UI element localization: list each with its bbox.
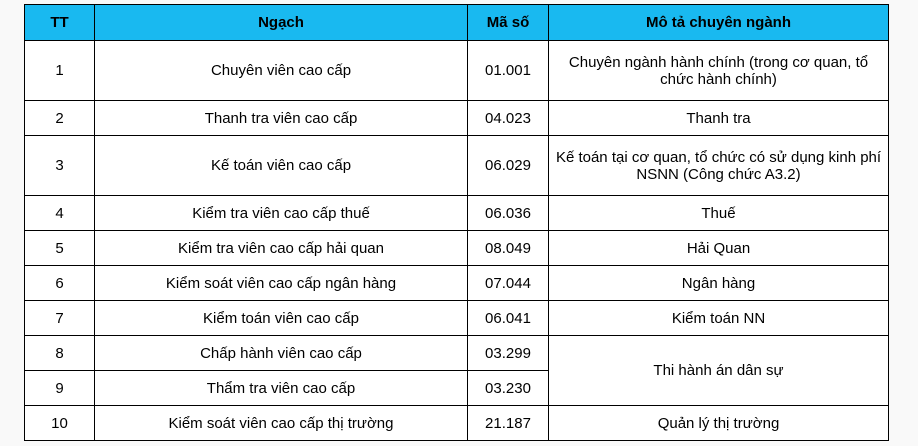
row-tt: 4 (25, 196, 95, 231)
row-mo-ta: Thi hành án dân sự (549, 336, 889, 406)
row-ma-so: 06.036 (468, 196, 549, 231)
row-tt: 10 (25, 406, 95, 441)
table-row (25, 266, 889, 301)
row-ma-so: 08.049 (468, 231, 549, 266)
row-tt: 1 (25, 41, 95, 101)
row-ngach: Kiểm soát viên cao cấp ngân hàng (95, 266, 468, 301)
row-ma-so: 06.029 (468, 136, 549, 196)
row-mo-ta: Chuyên ngành hành chính (trong cơ quan, tổ chức hành chính) (549, 41, 889, 101)
row-mo-ta: Kế toán tại cơ quan, tổ chức có sử dụng kinh phí NSNN (Công chức A3.2) (549, 136, 889, 196)
row-ma-so: 03.230 (468, 371, 549, 406)
table-header-row (25, 5, 889, 41)
row-tt: 5 (25, 231, 95, 266)
row-mo-ta: Ngân hàng (549, 266, 889, 301)
table-row (25, 41, 889, 101)
row-tt: 2 (25, 101, 95, 136)
row-ngach: Kiểm tra viên cao cấp hải quan (95, 231, 468, 266)
header-ma-so: Mã số (468, 5, 549, 41)
civil-servant-grade-table (24, 4, 889, 441)
row-ma-so: 06.041 (468, 301, 549, 336)
row-tt: 3 (25, 136, 95, 196)
row-ma-so: 07.044 (468, 266, 549, 301)
row-ngach: Kiểm tra viên cao cấp thuế (95, 196, 468, 231)
table-row (25, 301, 889, 336)
table-row (25, 406, 889, 441)
row-ngach: Chuyên viên cao cấp (95, 41, 468, 101)
row-ma-so: 21.187 (468, 406, 549, 441)
header-mo-ta: Mô tả chuyên ngành (549, 5, 889, 41)
row-mo-ta: Thanh tra (549, 101, 889, 136)
table-row (25, 136, 889, 196)
row-mo-ta: Kiểm toán NN (549, 301, 889, 336)
table-row (25, 231, 889, 266)
row-ma-so: 04.023 (468, 101, 549, 136)
table-row (25, 196, 889, 231)
row-ngach: Chấp hành viên cao cấp (95, 336, 468, 371)
row-ngach: Kế toán viên cao cấp (95, 136, 468, 196)
row-ngach: Thanh tra viên cao cấp (95, 101, 468, 136)
row-ngach: Kiểm toán viên cao cấp (95, 301, 468, 336)
row-tt: 8 (25, 336, 95, 371)
row-ngach: Thẩm tra viên cao cấp (95, 371, 468, 406)
row-mo-ta: Thuế (549, 196, 889, 231)
header-tt: TT (25, 5, 95, 41)
row-tt: 7 (25, 301, 95, 336)
row-ngach: Kiểm soát viên cao cấp thị trường (95, 406, 468, 441)
row-mo-ta: Hải Quan (549, 231, 889, 266)
row-tt: 6 (25, 266, 95, 301)
row-ma-so: 03.299 (468, 336, 549, 371)
row-mo-ta: Quản lý thị trường (549, 406, 889, 441)
table-row (25, 101, 889, 136)
header-ngach: Ngạch (95, 5, 468, 41)
row-tt: 9 (25, 371, 95, 406)
row-ma-so: 01.001 (468, 41, 549, 101)
table-row (25, 336, 889, 371)
